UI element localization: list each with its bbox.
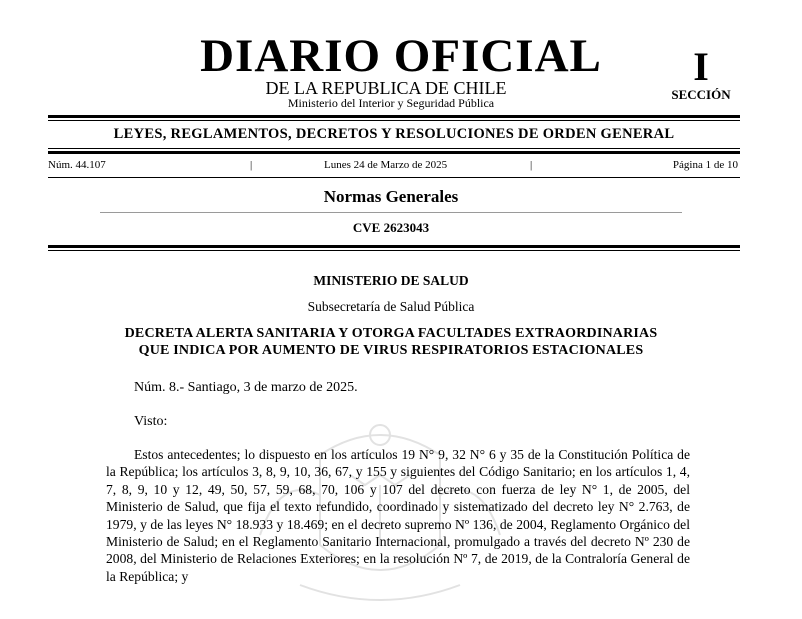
category-heading: Normas Generales: [323, 187, 459, 206]
masthead-subtitle: DE LA REPUBLICA DE CHILE: [265, 78, 507, 98]
decree-title-line-1: DECRETA ALERTA SANITARIA Y OTORGA FACULTADES EXTRAORDINARIAS: [124, 326, 658, 341]
ministry-header: MINISTERIO DE SALUD: [313, 273, 469, 288]
decree-title: [0, 325, 782, 359]
subsecretaria: Subsecretaría de Salud Pública: [307, 299, 475, 314]
banner-rule-thin: [48, 148, 740, 149]
issue-separator-right: |: [530, 159, 533, 171]
cve-code: CVE 2623043: [352, 220, 430, 235]
info-rule: [48, 177, 740, 178]
visto-label: Visto:: [134, 414, 168, 429]
issue-number: Núm. 44.107: [48, 159, 106, 171]
body-paragraph-text: Estos antecedentes; lo dispuesto en los artículos 19 N° 9, 32 N° 6 y 35 de la Constitución Política de la República; los artículos 3, 8, 9, 10, 36, 67, y 155 y siguientes del Código Sanitario; en los artículos 1, 4, 7, 8, 9, 10 y 12, 49, 50, 57, 59, 68, 70, 106 y 107 del decreto con fuerza de ley N° 1, de 2005, del Ministerio de Salud, que fija el texto refundido, coordinado y sistematizado del decreto ley N° 2.763, de 1979, y de las leyes N° 18.933 y 18.469; en el decreto supremo Nº 136, de 2004, Reglamento Orgánico del Ministerio de Salud; en el Reglamento Sanitario Internacional, promulgado a través del decreto Nº 230 de 2008, del Ministerio de Relaciones Exteriores; en la resolución Nº 7, de 2019, de la Contraloría General de la República; y: [106, 447, 690, 584]
category-rule: [100, 212, 682, 213]
decree-title-line-2: QUE INDICA POR AUMENTO DE VIRUS RESPIRATORIOS ESTACIONALES: [138, 343, 644, 358]
issue-separator-left: |: [250, 159, 253, 171]
decree-number: Núm. 8.- Santiago, 3 de marzo de 2025.: [134, 380, 358, 395]
section-number: I: [693, 44, 709, 89]
banner-rule-thick: [48, 151, 740, 154]
top-rule-thick: [48, 115, 740, 118]
cve-rule-thick: [48, 245, 740, 248]
masthead-ministry: Ministerio del Interior y Seguridad Pública: [287, 96, 495, 110]
section-banner: LEYES, REGLAMENTOS, DECRETOS Y RESOLUCIONES DE ORDEN GENERAL: [113, 126, 675, 142]
section-label: SECCIÓN: [671, 87, 731, 102]
top-rule-thin: [48, 120, 740, 121]
cve-rule-thin: [48, 250, 740, 251]
masthead-title: DIARIO OFICIAL: [200, 30, 602, 82]
body-paragraph: [106, 446, 690, 585]
issue-date: Lunes 24 de Marzo de 2025: [324, 159, 448, 171]
page-indicator: Página 1 de 10: [672, 159, 738, 171]
